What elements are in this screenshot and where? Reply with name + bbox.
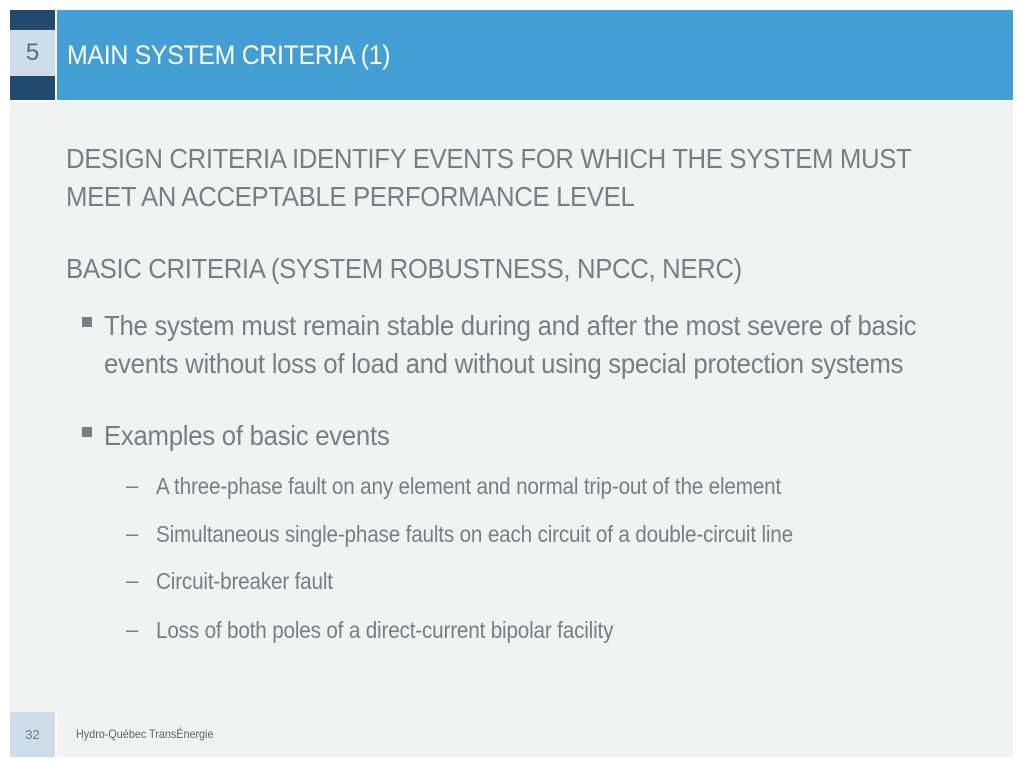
header-bar <box>57 10 1013 100</box>
bullet-line: The system must remain stable during and after the most severe of basic <box>104 310 917 341</box>
square-bullet-icon <box>82 427 92 437</box>
dash-bullet-icon: – <box>126 568 139 593</box>
bullet-text <box>104 307 950 383</box>
design-criteria-heading <box>66 140 958 216</box>
bullet-text: Examples of basic events <box>104 420 390 451</box>
sub-bullet-text: Loss of both poles of a direct-current bipolar facility <box>156 617 614 643</box>
dash-bullet-icon: – <box>126 473 139 498</box>
bullet-line: events without loss of load and without using special protection systems <box>104 348 904 379</box>
heading-line: MEET AN ACCEPTABLE PERFORMANCE LEVEL <box>66 181 635 212</box>
section-number-column <box>10 10 55 100</box>
footer-divider <box>55 712 57 757</box>
dash-bullet-icon: – <box>126 617 139 642</box>
header-underline <box>10 100 1013 102</box>
footer-company-name: Hydro-Québec TransÉnergie <box>76 727 214 741</box>
slide <box>10 10 1013 757</box>
sub-bullet-text: Simultaneous single-phase faults on each circuit of a double-circuit line <box>156 521 793 547</box>
page-title: MAIN SYSTEM CRITERIA (1) <box>67 40 391 70</box>
section-number: 5 <box>10 30 55 76</box>
sub-bullet-text: Circuit-breaker fault <box>156 568 333 594</box>
sub-bullet-text: A three-phase fault on any element and normal trip-out of the element <box>156 473 782 499</box>
dash-bullet-icon: – <box>126 521 139 546</box>
square-bullet-icon <box>82 317 92 327</box>
footer-page-number: 32 <box>10 712 55 757</box>
basic-criteria-heading: BASIC CRITERIA (SYSTEM ROBUSTNESS, NPCC, NERC) <box>66 253 742 284</box>
heading-line: DESIGN CRITERIA IDENTIFY EVENTS FOR WHICH THE SYSTEM MUST <box>66 143 912 174</box>
